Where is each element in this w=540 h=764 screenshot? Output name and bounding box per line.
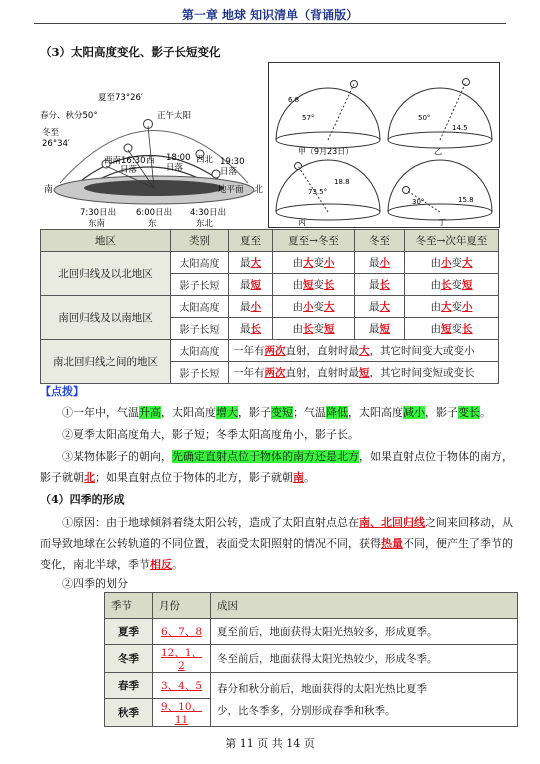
svg-text:73.5°: 73.5° [308,188,328,196]
header-divider [34,23,506,24]
seasons-table [104,592,518,727]
label-winter-angle: 26°34′ [42,139,70,149]
svg-text:西南16:30: 西南16:30 [104,156,146,166]
panel-ding-caption: 丁 [438,218,446,227]
svg-text:4:30日出: 4:30日出 [190,208,227,218]
table-row: 影子长短 最短 由短变长 最长 由长变短 [41,274,499,296]
season-division-title: ②四季的划分 [62,577,128,590]
page-header-title: 第一章 地球 知识清单（背诵版） [181,8,359,22]
season-cause-line1: ①原因：由于地球倾斜着绕太阳公转，造成了太阳直射点总在南、北回归线之间来回移动，从 [62,516,513,529]
label-summer: 夏至73°26′ [98,93,143,103]
table-row: 夏季 6、7、8 夏至前后，地面获得太阳光热较多，形成夏季。 [105,619,518,645]
table-row: 冬季 12、1、2 冬至前后，地面获得太阳光热较少，形成冬季。 [105,645,518,673]
svg-text:19:30: 19:30 [220,157,245,167]
svg-text:6:00日出: 6:00日出 [136,208,173,218]
table-row: 南回归线及以南地区 太阳高度 最小 由小变大 最大 由大变小 [41,296,499,318]
svg-text:15.8: 15.8 [458,196,474,204]
panel-bing-caption: 丙 [298,218,306,227]
label-winter: 冬至 [42,128,60,138]
sun-path-diagram [40,88,268,230]
svg-text:日落: 日落 [166,163,184,173]
svg-text:日落: 日落 [120,165,138,175]
sun-height-shadow-table [40,229,499,384]
label-horizon: 地平面 [218,185,244,195]
tips-title: 【点拨】 [40,385,84,398]
table-row: 秋季 9、10、11 [105,699,518,727]
page-footer: 第 11 页 共 14 页 [225,737,315,750]
svg-text:57°: 57° [302,114,315,122]
table-row: 南北回归线之间的地区 太阳高度 一年有两次直射，直射时最大，其它时间变大或变小 [41,340,499,362]
svg-text:14.5: 14.5 [452,124,468,132]
svg-text:6.8: 6.8 [288,96,300,104]
svg-text:东: 东 [148,219,157,229]
tip-3-line1: ③某物体影子的朝向，先确定直射点位于物体的南方还是北方，如果直射点位于物体的南方， [62,450,513,463]
tip-3-line2: 影子就朝北；如果直射点位于物体的北方，影子就朝南。 [40,471,315,484]
svg-text:7:30日出: 7:30日出 [80,208,117,218]
label-north: 北 [254,185,264,195]
sun-equinox [124,144,132,152]
table-header-row: 季节 月份 成因 [105,593,518,619]
svg-text:西: 西 [146,156,155,166]
tip-1: ①一年中，气温升高，太阳高度增大，影子变短；气温降低，太阳高度减小，影子变长。 [62,406,491,419]
label-noon-sun: 正午太阳 [157,111,192,121]
section-4-title: （4）四季的形成 [40,493,125,506]
svg-text:日落: 日落 [220,167,238,177]
season-cause-line3: 变化，南北半球，季节相反。 [40,558,183,571]
svg-text:30°: 30° [412,198,425,206]
season-cause-line2: 而导致地球在公转轨道的不同位置，表面受太阳照射的情况不同，获得热量不同，便产生了季节的 [40,537,513,550]
svg-text:18:00: 18:00 [166,153,191,163]
tip-2: ②夏季太阳高度角大，影子短；冬季太阳高度角小，影子长。 [62,428,359,441]
table-header-row: 地区 类别 夏至 夏至→冬至 冬至 冬至→次年夏至 [41,230,499,252]
shadow-panels-figure [268,62,500,228]
svg-text:50°: 50° [418,114,431,122]
panel-jia-caption: 甲（9月23日） [298,147,354,156]
label-south: 南 [44,185,54,195]
table-row: 北回归线及以北地区 太阳高度 最大 由大变小 最小 由小变大 [41,252,499,274]
section-3-title: （3）太阳高度变化、影子长短变化 [40,45,221,59]
table-row: 影子长短 最长 由长变短 最短 由短变长 [41,318,499,340]
svg-text:西北: 西北 [196,155,214,165]
table-row: 春季 3、4、5 春分和秋分前后，地面获得的太阳光热比夏季 少，比冬季多，分别形成春季和秋季。 [105,673,518,699]
svg-text:18.8: 18.8 [334,178,350,186]
label-equinox: 春分、秋分50° [40,111,98,121]
table-row: 影子长短 一年有两次直射，直射时最短，其它时间变短或变长 [41,362,499,384]
svg-text:东北: 东北 [196,219,214,229]
panel-yi-caption: 乙 [434,147,442,156]
svg-text:东南: 东南 [88,219,106,229]
